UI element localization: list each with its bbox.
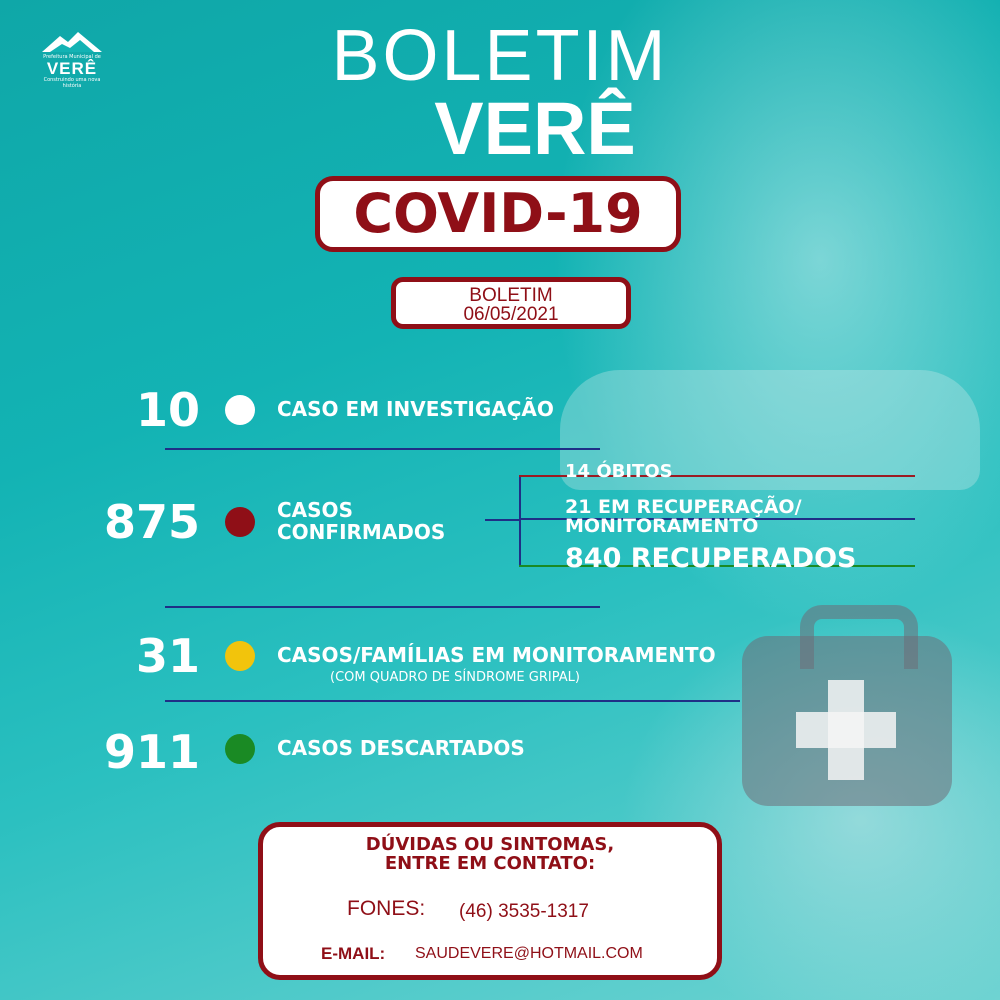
recovered-text: 840 RECUPERADOS bbox=[565, 543, 857, 574]
email-address[interactable]: SAUDEVERE@HOTMAIL.COM bbox=[415, 945, 643, 962]
contact-title bbox=[263, 835, 717, 873]
contact-box bbox=[258, 822, 722, 980]
bulletin-label: BOLETIM bbox=[469, 285, 553, 306]
red-status-dot bbox=[225, 507, 255, 537]
monitoring-count: 31 bbox=[135, 629, 200, 683]
bracket-connector bbox=[485, 519, 521, 521]
confirmed-count: 875 bbox=[103, 495, 200, 549]
bulletin-date: 06/05/2021 bbox=[463, 304, 559, 325]
confirmed-label-line1: CASOS bbox=[277, 498, 353, 522]
investigation-count: 10 bbox=[135, 383, 200, 437]
logo-slogan: Construindo uma nova história bbox=[43, 77, 101, 89]
green-status-dot bbox=[225, 734, 255, 764]
recovering-text-line1: 21 EM RECUPERAÇÃO/ bbox=[565, 496, 802, 518]
logo-prefecture-text: Prefeitura Municipal de bbox=[43, 54, 101, 60]
phone-number[interactable]: (46) 3535-1317 bbox=[459, 901, 589, 922]
monitoring-sublabel: (COM QUADRO DE SÍNDROME GRIPAL) bbox=[330, 670, 580, 685]
investigation-label: CASO EM INVESTIGAÇÃO bbox=[277, 397, 554, 421]
divider-line bbox=[165, 606, 600, 608]
divider-line bbox=[165, 700, 740, 702]
medical-cross-bar bbox=[796, 712, 896, 748]
yellow-status-dot bbox=[225, 641, 255, 671]
discarded-count: 911 bbox=[103, 725, 200, 779]
recovering-text-line2: MONITORAMENTO bbox=[565, 515, 759, 537]
discarded-label: CASOS DESCARTADOS bbox=[277, 736, 525, 760]
bulletin-date-box bbox=[391, 277, 631, 329]
covid-badge: COVID-19 bbox=[315, 176, 681, 252]
confirmed-label-line2: CONFIRMADOS bbox=[277, 520, 446, 544]
email-label: E-MAIL: bbox=[321, 944, 386, 963]
contact-title-line2: ENTRE EM CONTATO: bbox=[384, 853, 596, 874]
bracket-vertical bbox=[519, 475, 521, 567]
logo-name: VERÊ bbox=[46, 59, 98, 78]
title-boletim: BOLETIM bbox=[331, 16, 669, 96]
white-status-dot bbox=[225, 395, 255, 425]
contact-title-line1: DÚVIDAS OU SINTOMAS, bbox=[365, 834, 615, 855]
phone-label: FONES: bbox=[347, 897, 426, 920]
monitoring-label: CASOS/FAMÍLIAS EM MONITORAMENTO bbox=[277, 643, 716, 667]
title-vere: VERÊ bbox=[434, 87, 636, 170]
divider-line bbox=[165, 448, 600, 450]
deaths-text: 14 ÓBITOS bbox=[565, 461, 673, 482]
